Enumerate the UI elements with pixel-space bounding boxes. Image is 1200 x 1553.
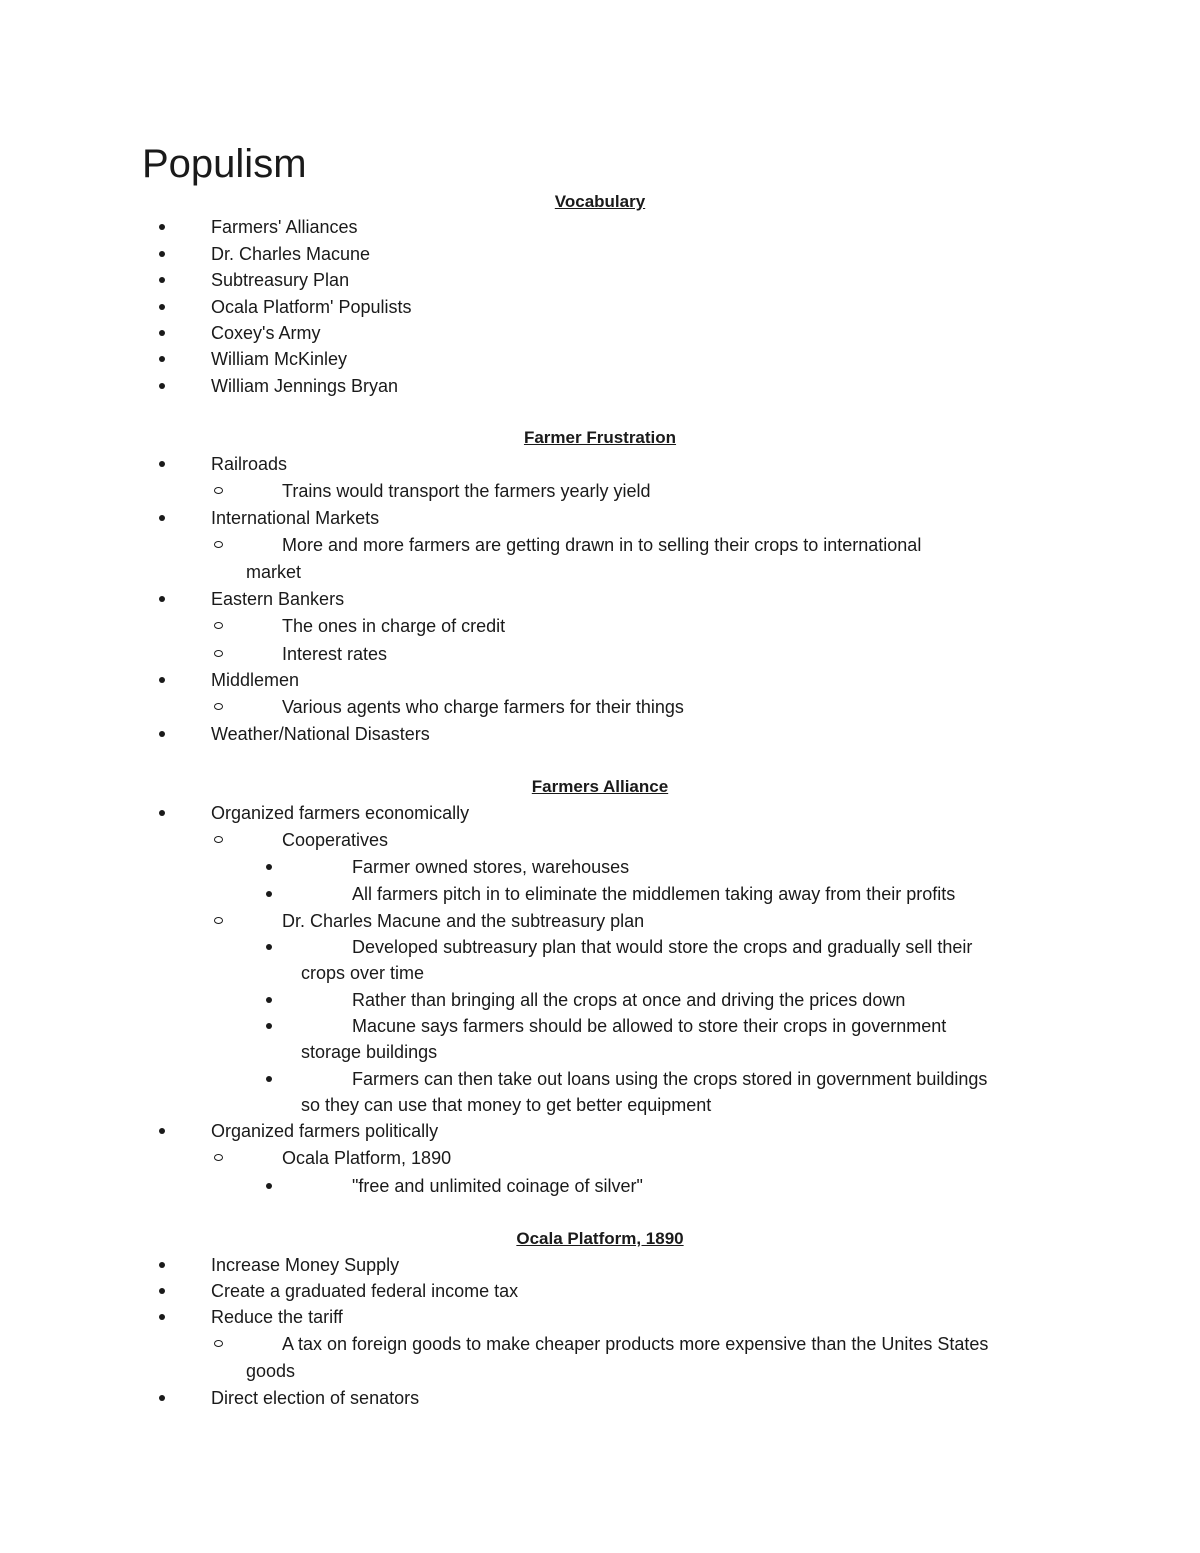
list-item-continuation: storage buildings [301,1042,438,1062]
bullet-icon [159,802,165,824]
bullet-icon [159,669,165,691]
list-item: Direct election of senators [211,1388,420,1408]
list-item: Interest rates [282,644,388,664]
alliance-heading: Farmers Alliance [531,777,669,796]
vocabulary-item: Ocala Platform' Populists [211,297,412,317]
list-item: All farmers pitch in to eliminate the middlemen taking away from their profits [352,884,956,904]
list-item: Create a graduated federal income tax [211,1281,519,1301]
list-item: Macune says farmers should be allowed to store their crops in government [352,1016,947,1036]
bullet-icon [159,322,165,344]
vocabulary-item: Farmers' Alliances [211,217,358,237]
list-item: Ocala Platform, 1890 [282,1148,452,1168]
sub-bullet-icon [214,480,223,502]
vocabulary-item: William McKinley [211,349,348,369]
list-item: Eastern Bankers [211,589,345,609]
sub-bullet-icon [214,829,223,851]
list-item-continuation: crops over time [301,963,425,983]
list-item: A tax on foreign goods to make cheaper products more expensive than the Unites States [282,1334,989,1354]
bullet-icon [159,269,165,291]
ocala-heading: Ocala Platform, 1890 [516,1229,684,1248]
list-item: "free and unlimited coinage of silver" [352,1176,643,1196]
bullet-icon [266,1015,272,1037]
bullet-icon [159,296,165,318]
page-title: Populism [142,142,307,186]
list-item: Increase Money Supply [211,1255,400,1275]
bullet-icon [159,723,165,745]
list-item: Various agents who charge farmers for their things [282,697,684,717]
list-item: Developed subtreasury plan that would store the crops and gradually sell their [352,937,973,957]
list-item: Railroads [211,454,288,474]
list-item: Rather than bringing all the crops at once and driving the prices down [352,990,906,1010]
sub-bullet-icon [214,534,223,556]
bullet-icon [159,1280,165,1302]
bullet-icon [159,453,165,475]
bullet-icon [159,1254,165,1276]
bullet-icon [159,375,165,397]
vocabulary-item: Subtreasury Plan [211,270,350,290]
vocabulary-heading: Vocabulary [554,192,646,211]
list-item: More and more farmers are getting drawn in to selling their crops to international [282,535,922,555]
bullet-icon [266,1068,272,1090]
list-item: Farmer owned stores, warehouses [352,857,630,877]
list-item: Organized farmers politically [211,1121,439,1141]
list-item: Trains would transport the farmers yearly yield [282,481,651,501]
list-item-continuation: market [246,562,302,582]
bullet-icon [266,856,272,878]
list-item: Cooperatives [282,830,389,850]
bullet-icon [266,1175,272,1197]
list-item-continuation: goods [246,1361,296,1381]
sub-bullet-icon [214,696,223,718]
sub-bullet-icon [214,1333,223,1355]
bullet-icon [159,588,165,610]
bullet-icon [159,216,165,238]
list-item: Middlemen [211,670,300,690]
bullet-icon [266,883,272,905]
bullet-icon [266,989,272,1011]
list-item: Organized farmers economically [211,803,470,823]
vocabulary-item: Coxey's Army [211,323,321,343]
vocabulary-item: Dr. Charles Macune [211,244,371,264]
list-item: Farmers can then take out loans using the crops stored in government buildings [352,1069,988,1089]
sub-bullet-icon [214,643,223,665]
sub-bullet-icon [214,910,223,932]
bullet-icon [159,1120,165,1142]
bullet-icon [159,1387,165,1409]
list-item: Dr. Charles Macune and the subtreasury plan [282,911,645,931]
vocabulary-item: William Jennings Bryan [211,376,399,396]
list-item: Reduce the tariff [211,1307,343,1327]
bullet-icon [159,348,165,370]
sub-bullet-icon [214,615,223,637]
bullet-icon [266,936,272,958]
frustration-heading: Farmer Frustration [523,428,677,447]
sub-bullet-icon [214,1147,223,1169]
bullet-icon [159,507,165,529]
list-item: The ones in charge of credit [282,616,506,636]
list-item: International Markets [211,508,380,528]
bullet-icon [159,243,165,265]
list-item: Weather/National Disasters [211,724,430,744]
list-item-continuation: so they can use that money to get better equipment [301,1095,712,1115]
bullet-icon [159,1306,165,1328]
